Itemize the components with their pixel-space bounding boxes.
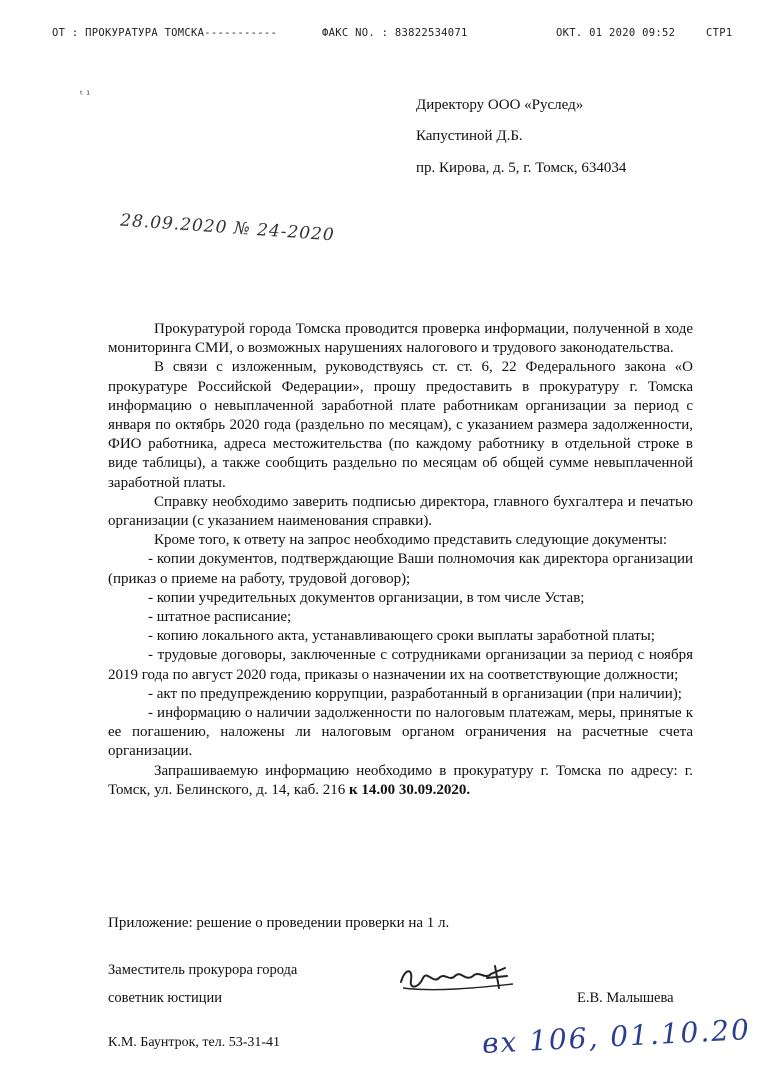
- paragraph-documents: Кроме того, к ответу на запрос необходимо представить следующие документы:: [154, 532, 668, 549]
- executor-contact: К.М. Баунтрок, тел. 53-31-41: [108, 1035, 281, 1050]
- fax-page: СТР1: [706, 27, 733, 39]
- letter-body: [108, 320, 693, 800]
- signature-scribble: [395, 958, 525, 998]
- paragraph-deadline: [108, 762, 693, 800]
- handwritten-reference: 28.09.2020 № 24-2020: [119, 210, 336, 246]
- deadline-date: к 14.00 30.09.2020.: [349, 781, 471, 798]
- margin-mark: ᵗ ¹: [80, 90, 91, 101]
- list-item: - копию локального акта, устанавливающего сроки выплаты заработной платы;: [148, 628, 655, 645]
- recipient-line-3: пр. Кирова, д. 5, г. Томск, 634034: [416, 160, 627, 176]
- recipient-line-1: Директору ООО «Руслед»: [416, 97, 584, 113]
- fax-date: ОКТ. 01 2020 09:52: [556, 27, 676, 39]
- signatory-title: Заместитель прокурора города: [108, 962, 298, 978]
- list-item: - штатное расписание;: [148, 609, 292, 626]
- list-item: - трудовые договоры, заключенные с сотрудниками организации за период с ноября 2019 года по август 2020 года, приказы о назначении их на соответствующие должности;: [108, 647, 693, 683]
- fax-sender: ОТ : ПРОКУРАТУРА ТОМСКА-----------: [52, 27, 278, 39]
- list-item: - информацию о наличии задолженности по налоговым платежам, меры, принятые к ее погашению, наложены ли налоговым органом ограничения на расчетные счета организации.: [108, 705, 693, 760]
- signatory-name: Е.В. Малышева: [577, 990, 674, 1006]
- fax-number: ФАКС NO. : 83822534071: [322, 27, 468, 39]
- incoming-registration-note: вх 106, 01.10.20: [481, 1012, 752, 1061]
- list-item: - копии документов, подтверждающие Ваши полномочия как директора организации (приказ о приеме на работу, трудовой договор);: [108, 551, 693, 587]
- appendix-note: Приложение: решение о проведении проверки на 1 л.: [108, 915, 450, 931]
- paragraph-certification: Справку необходимо заверить подписью директора, главного бухгалтера и печатью организации (с указанием наименования справки).: [108, 493, 693, 530]
- signatory-rank: советник юстиции: [108, 990, 223, 1006]
- list-item: - копии учредительных документов организации, в том числе Устав;: [148, 589, 585, 606]
- recipient-line-2: Капустиной Д.Б.: [416, 128, 523, 144]
- paragraph-request: В связи с изложенным, руководствуясь ст. ст. 6, 22 Федерального закона «О прокуратуре Российской Федерации», прошу предоставить в прокуратуру г. Томска информацию о невыплаченной заработной плате работникам организации за период с января по октябрь 2020 года (раздельно по месяцам), с указанием размера задолженности, ФИО работника, адреса местожительства (по каждому работнику в отдельной строке в виде таблицы), а также сообщить раздельно по месяцам об общей сумме невыплаченной заработной платы.: [108, 359, 693, 491]
- list-item: - акт по предупреждению коррупции, разработанный в организации (при наличии);: [148, 685, 682, 702]
- deadline-text: Запрашиваемую информацию необходимо в прокуратуру г. Томска по адресу: г. Томск, ул. Белинского, д. 14, каб. 216: [108, 762, 693, 798]
- paragraph-intro: Прокуратурой города Томска проводится проверка информации, полученной в ходе мониторинга СМИ, о возможных нарушениях налогового и трудового законодательства.: [108, 321, 693, 357]
